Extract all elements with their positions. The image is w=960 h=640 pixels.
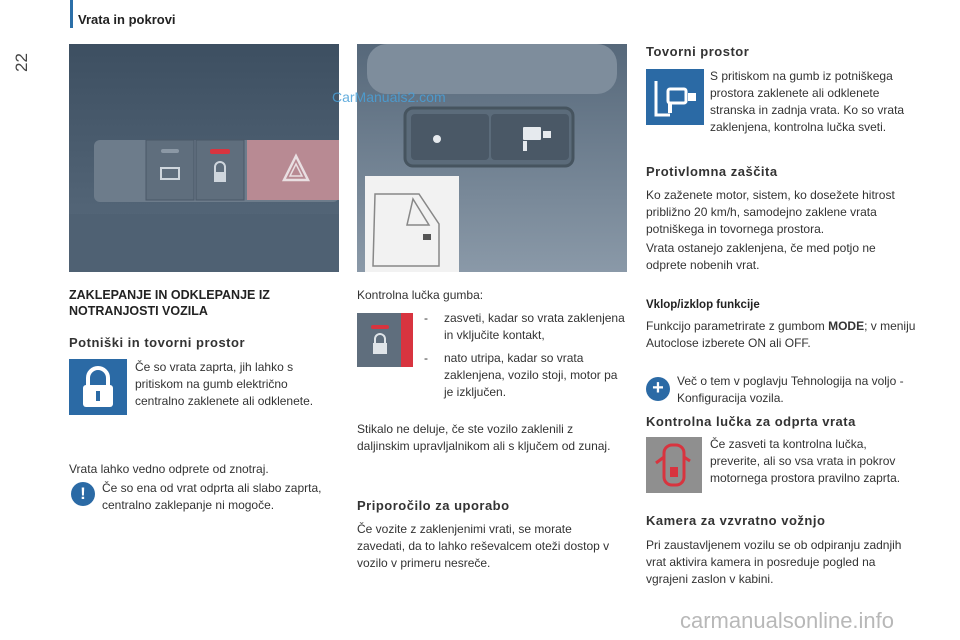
- watermark-bottom: carmanualsonline.info: [680, 608, 895, 633]
- cargo-switch-photo: [357, 44, 627, 272]
- section-title: Vrata in pokrovi: [78, 12, 176, 27]
- info-plus-icon: +: [646, 377, 670, 401]
- passenger-cargo-subtitle: Potniški in tovorni prostor: [69, 335, 246, 350]
- lock-icon-box: [69, 359, 127, 415]
- open-from-inside-text: Vrata lahko vedno odprete od znotraj.: [69, 462, 269, 476]
- warning-text: Če so ena od vrat odprta ali slabo zaprta, centralno zaklepanje ni mogoče.: [102, 481, 322, 512]
- more-info-text: Več o tem v poglavju Tehnologija na voljo - Konfiguracija vozila.: [677, 374, 904, 405]
- onoff-text-pre: Funkcijo parametrirate z gumbom: [646, 319, 829, 333]
- cargo-title: Tovorni prostor: [646, 44, 750, 59]
- theft-title: Protivlomna zaščita: [646, 164, 778, 179]
- onoff-text-post: ; v meniju Autoclose izberete ON ali OFF.: [646, 319, 916, 350]
- lock-text: Če so vrata zaprta, jih lahko s pritiskom na gumb električno centralno zaklenete ali odklenete.: [135, 360, 314, 408]
- cargo-text: [646, 68, 916, 136]
- dashboard-buttons-illustration: [69, 44, 339, 272]
- button-lamp-icon: [357, 313, 413, 367]
- onoff-title: Vklop/izklop funkcije: [646, 299, 760, 311]
- dashboard-buttons-photo: [69, 44, 339, 272]
- door-lamp-icon-box: [646, 437, 702, 493]
- header-bar: [70, 0, 73, 28]
- cargo-text-body: S pritiskom na gumb iz potniškega prostora zaklenete ali odklenete stranska in zadnja vrata. Ko so vrata zaklenjena, kontrolna lučka sveti.: [710, 69, 905, 134]
- lock-section-title: ZAKLEPANJE IN ODKLEPANJE IZ NOTRANJOSTI VOZILA: [69, 288, 270, 318]
- open-door-icon: [646, 437, 702, 493]
- advice-title: Priporočilo za uporabo: [357, 498, 510, 513]
- switch-text: Stikalo ne deluje, če ste vozilo zaklenili z daljinskim upravljalnikom ali s ključem od zunaj.: [357, 422, 611, 453]
- theft-text-1: Ko zaženete motor, sistem, ko dosežete hitrost približno 20 km/h, samodejno zaklene vrata potniškega in tovornega prostora.: [646, 188, 895, 236]
- lamp-intro: Kontrolna lučka gumba:: [357, 288, 484, 302]
- lamp-bullets: [422, 310, 627, 407]
- door-lamp-title: Kontrolna lučka za odprta vrata: [646, 414, 856, 429]
- camera-title: Kamera za vzvratno vožnjo: [646, 513, 826, 528]
- mode-label: MODE: [828, 319, 865, 333]
- lock-button-icon: [357, 313, 413, 367]
- page-number: 22: [12, 53, 31, 72]
- camera-text: Pri zaustavljenem vozilu se ob odpiranju zadnjih vrat aktivira kamera in posreduje pogled na vgrajeni zaslon v kabini.: [646, 538, 902, 586]
- lamp-bullet-2: - nato utripa, kadar so vrata zaklenjena, vozilo stoji, motor pa je izključen.: [422, 350, 627, 401]
- theft-text-2: Vrata ostanejo zaklenjena, če med potjo ne odprete nobenih vrat.: [646, 241, 876, 272]
- watermark-top: CarManuals2.com: [332, 89, 446, 105]
- onoff-text: [646, 318, 916, 352]
- door-lamp-text: Če zasveti ta kontrolna lučka, preverite, ali so vsa vrata in pokrov motornega prostora pravilno zaprta.: [710, 437, 901, 485]
- lamp-bullet-1: - zasveti, kadar so vrata zaklenjena in vključite kontakt,: [422, 310, 627, 344]
- cargo-switch-illustration: [357, 44, 627, 272]
- warning-icon: !: [71, 482, 95, 506]
- padlock-icon: [69, 359, 127, 415]
- advice-text: Če vozite z zaklenjenimi vrati, se morate zavedati, da to lahko reševalcem oteži dostop v vozilo v primeru nesreče.: [357, 522, 610, 570]
